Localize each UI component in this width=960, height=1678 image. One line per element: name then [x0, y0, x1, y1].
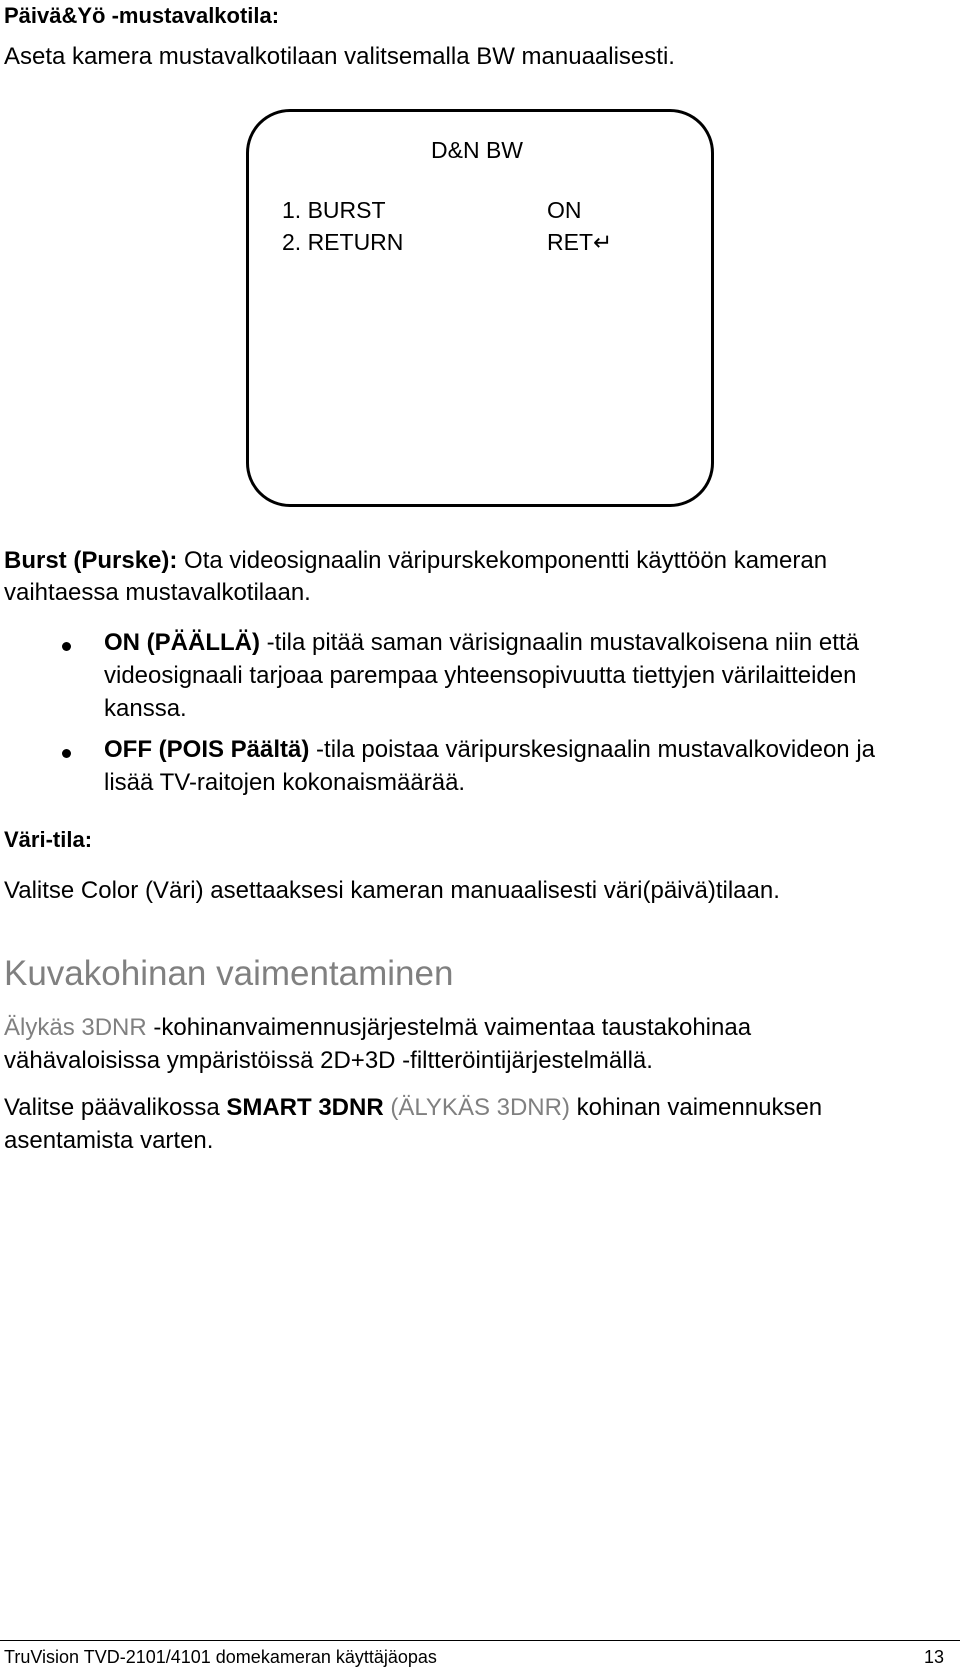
burst-paragraph-line2: vaihtaessa mustavalkotilaan. [4, 579, 311, 606]
smart-3dnr-menu-name: SMART 3DNR [226, 1094, 384, 1121]
bullet-on-text: -tila pitää saman värisignaalin mustavalkoisena niin että [259, 629, 859, 656]
burst-term: Burst (Purske): [4, 547, 178, 574]
osd-item-label-burst: 1. BURST [282, 197, 386, 223]
noise-p2-post: kohinan vaimennuksen [569, 1094, 823, 1121]
osd-item-value-burst: ON [547, 197, 582, 223]
bullet-dot-on [62, 642, 71, 651]
osd-menu-title: D&N BW [431, 137, 523, 163]
bullet-off-line1 [104, 733, 875, 766]
burst-text: Ota videosignaalin väripurskekomponentti käyttöön kameran [177, 547, 828, 574]
page-number: 13 [923, 1647, 944, 1667]
bullet-off-line2: lisää TV-raitojen kokonaismäärää. [104, 769, 466, 796]
section-heading-day-night: Päivä&Yö -mustavalkotila: [4, 3, 280, 28]
bullet-on-line1 [104, 626, 859, 659]
noise-paragraph1-line1 [4, 1011, 751, 1044]
noise-paragraph1-line2: vähävaloisissa ympäristöissä 2D+3D -filtteröintijärjestelmällä. [4, 1047, 653, 1074]
osd-item-label-return: 2. RETURN [282, 229, 404, 255]
smart-3dnr-finnish-name: (ÄLYKÄS 3DNR) [383, 1094, 570, 1121]
intro-paragraph: Aseta kamera mustavalkotilaan valitsemalla BW manuaalisesti. [4, 43, 675, 70]
osd-menu-frame [246, 109, 714, 507]
color-mode-paragraph: Valitse Color (Väri) asettaaksesi kameran manuaalisesti väri(päivä)tilaan. [4, 877, 780, 904]
section-heading-noise-reduction: Kuvakohinan vaimentaminen [4, 954, 454, 993]
burst-paragraph-line1 [4, 544, 827, 577]
section-heading-color-mode: Väri-tila: [4, 827, 93, 852]
bullet-on-line3: kanssa. [104, 695, 187, 722]
bullet-off-text: -tila poistaa väripurskesignaalin mustavalkovideon ja [309, 736, 876, 763]
bullet-dot-off [62, 749, 71, 758]
bullet-on-term: ON (PÄÄLLÄ) [104, 629, 260, 656]
noise-paragraph2-line1 [4, 1091, 822, 1124]
osd-item-value-return: RET↵ [547, 229, 613, 255]
bullet-on-line2: videosignaali tarjoaa parempaa yhteensopivuutta tiettyjen värilaitteiden [104, 662, 857, 689]
noise-p2-pre: Valitse päävalikossa [4, 1094, 227, 1121]
footer-title: TruVision TVD-2101/4101 domekameran käyttäjäopas [4, 1647, 437, 1667]
noise-paragraph2-line2: asentamista varten. [4, 1127, 214, 1154]
noise-p1-text: -kohinanvaimennusjärjestelmä vaimentaa taustakohinaa [146, 1014, 752, 1041]
bullet-off-term: OFF (POIS Päältä) [104, 736, 310, 763]
smart-3dnr-term: Älykäs 3DNR [4, 1014, 147, 1041]
footer-rule [0, 1640, 960, 1641]
